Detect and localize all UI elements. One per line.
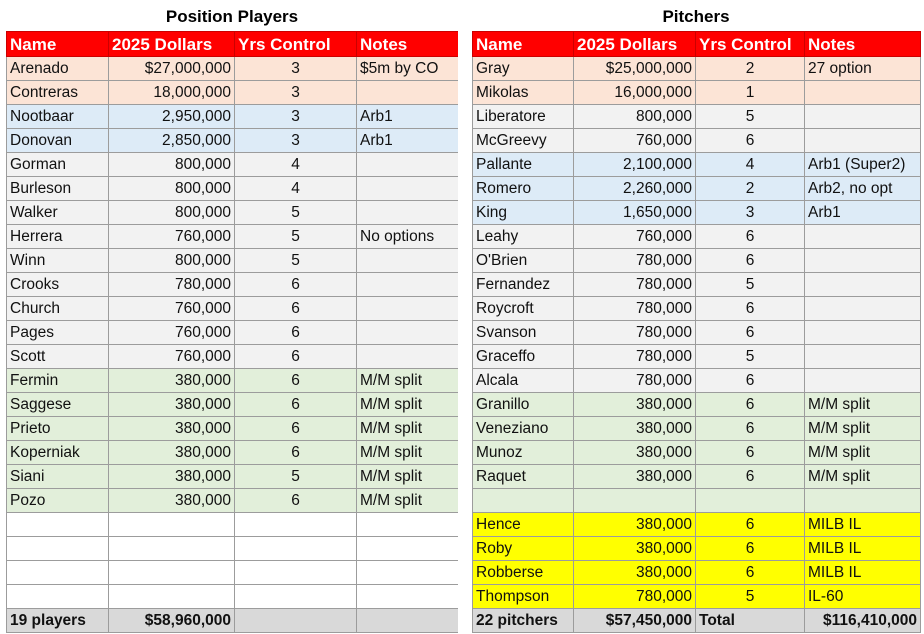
table-row	[473, 273, 921, 297]
totals-row	[7, 609, 459, 633]
name-cell[interactable]: Svanson	[473, 321, 574, 345]
yrs-control-cell[interactable]: 6	[235, 273, 357, 297]
yrs-control-cell[interactable]: 5	[235, 225, 357, 249]
name-cell[interactable]: Herrera	[7, 225, 109, 249]
yrs-control-cell[interactable]: 6	[696, 129, 805, 153]
dollars-cell[interactable]: 1,650,000	[574, 201, 696, 225]
notes-cell[interactable]	[357, 561, 459, 585]
header-name: Name	[7, 32, 109, 57]
table-row	[473, 465, 921, 489]
yrs-control-cell[interactable]: 6	[696, 225, 805, 249]
notes-cell[interactable]	[357, 273, 459, 297]
table-row	[473, 249, 921, 273]
yrs-control-cell[interactable]: 6	[696, 321, 805, 345]
table-row	[473, 585, 921, 609]
name-cell[interactable]: Romero	[473, 177, 574, 201]
name-cell[interactable]: Prieto	[7, 417, 109, 441]
header-yrs-control: Yrs Control	[696, 32, 805, 57]
name-cell[interactable]: McGreevy	[473, 129, 574, 153]
table-row	[7, 321, 459, 345]
table-row	[473, 225, 921, 249]
table-row	[7, 249, 459, 273]
table-row	[473, 393, 921, 417]
table-row	[7, 537, 459, 561]
pitchers-title: Pitchers	[662, 7, 730, 26]
dollars-cell[interactable]: 780,000	[574, 345, 696, 369]
notes-cell[interactable]	[805, 489, 921, 513]
table-row	[7, 585, 459, 609]
header-dollars: 2025 Dollars	[109, 32, 235, 57]
notes-cell[interactable]: M/M split	[805, 393, 921, 417]
name-cell[interactable]: Graceffo	[473, 345, 574, 369]
notes-cell[interactable]	[357, 81, 459, 105]
table-row	[7, 561, 459, 585]
notes-cell[interactable]	[805, 369, 921, 393]
name-cell[interactable]	[7, 561, 109, 585]
table-row	[473, 345, 921, 369]
dollars-cell[interactable]: 380,000	[574, 393, 696, 417]
notes-cell[interactable]: M/M split	[805, 417, 921, 441]
notes-cell[interactable]	[805, 297, 921, 321]
name-cell[interactable]	[7, 585, 109, 609]
table-row	[473, 57, 921, 81]
dollars-cell[interactable]: $27,000,000	[109, 57, 235, 81]
dollars-cell[interactable]: 760,000	[109, 297, 235, 321]
name-cell[interactable]: Roycroft	[473, 297, 574, 321]
table-row	[7, 81, 459, 105]
dollars-cell[interactable]: 780,000	[574, 585, 696, 609]
table-row	[7, 465, 459, 489]
dollars-cell[interactable]: 380,000	[574, 441, 696, 465]
notes-cell[interactable]	[805, 81, 921, 105]
notes-cell[interactable]	[357, 153, 459, 177]
dollars-cell[interactable]: 380,000	[574, 417, 696, 441]
header-dollars: 2025 Dollars	[574, 32, 696, 57]
notes-cell[interactable]	[357, 321, 459, 345]
notes-cell[interactable]	[357, 297, 459, 321]
table-row	[473, 369, 921, 393]
name-cell[interactable]: Scott	[7, 345, 109, 369]
yrs-control-cell[interactable]: 6	[235, 441, 357, 465]
table-row	[7, 369, 459, 393]
table-row	[473, 417, 921, 441]
yrs-control-cell[interactable]: 6	[696, 369, 805, 393]
table-row	[473, 153, 921, 177]
notes-cell[interactable]	[357, 177, 459, 201]
players-total-dollars-cell[interactable]: $58,960,000	[109, 609, 235, 633]
dollars-cell[interactable]: 760,000	[109, 225, 235, 249]
table-row	[7, 393, 459, 417]
table-row	[473, 177, 921, 201]
empty-total-cell[interactable]	[357, 609, 459, 633]
notes-cell[interactable]: M/M split	[357, 489, 459, 513]
name-cell[interactable]: Liberatore	[473, 105, 574, 129]
notes-cell[interactable]: M/M split	[805, 465, 921, 489]
name-cell[interactable]: O'Brien	[473, 249, 574, 273]
yrs-control-cell[interactable]: 3	[696, 201, 805, 225]
dollars-cell[interactable]: 380,000	[109, 393, 235, 417]
table-row	[473, 537, 921, 561]
notes-cell[interactable]	[805, 345, 921, 369]
yrs-control-cell[interactable]: 5	[696, 585, 805, 609]
name-cell[interactable]: Siani	[7, 465, 109, 489]
header-notes: Notes	[805, 32, 921, 57]
dollars-cell[interactable]: 380,000	[574, 465, 696, 489]
table-row	[473, 321, 921, 345]
dollars-cell[interactable]: 380,000	[109, 417, 235, 441]
notes-cell[interactable]: Arb1	[805, 201, 921, 225]
notes-cell[interactable]: M/M split	[357, 393, 459, 417]
table-row	[7, 177, 459, 201]
name-cell[interactable]: Gray	[473, 57, 574, 81]
name-cell[interactable]	[7, 537, 109, 561]
dollars-cell[interactable]: 380,000	[109, 369, 235, 393]
yrs-control-cell[interactable]: 3	[235, 81, 357, 105]
dollars-cell[interactable]	[109, 537, 235, 561]
name-cell[interactable]: Pozo	[7, 489, 109, 513]
name-cell[interactable]: Granillo	[473, 393, 574, 417]
yrs-control-cell[interactable]: 3	[235, 57, 357, 81]
notes-cell[interactable]	[805, 225, 921, 249]
dollars-cell[interactable]: 380,000	[574, 537, 696, 561]
yrs-control-cell[interactable]	[235, 585, 357, 609]
notes-cell[interactable]: M/M split	[805, 441, 921, 465]
table-row	[7, 297, 459, 321]
notes-cell[interactable]: $5m by CO	[357, 57, 459, 81]
table-row	[7, 105, 459, 129]
table-row	[7, 201, 459, 225]
notes-cell[interactable]	[805, 129, 921, 153]
name-cell[interactable]	[473, 489, 574, 513]
table-row	[473, 297, 921, 321]
header-row	[473, 32, 921, 57]
header-name: Name	[473, 32, 574, 57]
name-cell[interactable]: Pages	[7, 321, 109, 345]
name-cell[interactable]	[7, 513, 109, 537]
notes-cell[interactable]	[805, 105, 921, 129]
table-row	[473, 81, 921, 105]
dollars-cell[interactable]: $25,000,000	[574, 57, 696, 81]
dollars-cell[interactable]: 2,100,000	[574, 153, 696, 177]
dollars-cell[interactable]: 780,000	[574, 273, 696, 297]
yrs-control-cell[interactable]: 3	[235, 129, 357, 153]
dollars-cell[interactable]	[574, 489, 696, 513]
dollars-cell[interactable]	[109, 561, 235, 585]
yrs-control-cell[interactable]: 6	[696, 561, 805, 585]
name-cell[interactable]: Burleson	[7, 177, 109, 201]
yrs-control-cell[interactable]: 2	[696, 57, 805, 81]
notes-cell[interactable]	[805, 321, 921, 345]
name-cell[interactable]: Donovan	[7, 129, 109, 153]
notes-cell[interactable]: M/M split	[357, 441, 459, 465]
dollars-cell[interactable]: 800,000	[109, 201, 235, 225]
dollars-cell[interactable]: 380,000	[109, 441, 235, 465]
table-row	[473, 105, 921, 129]
yrs-control-cell[interactable]: 2	[696, 177, 805, 201]
dollars-cell[interactable]: 760,000	[109, 345, 235, 369]
totals-row	[473, 609, 921, 633]
name-cell[interactable]: Saggese	[7, 393, 109, 417]
table-row	[473, 129, 921, 153]
notes-cell[interactable]: 27 option	[805, 57, 921, 81]
yrs-control-cell[interactable]: 6	[696, 249, 805, 273]
dollars-cell[interactable]: 800,000	[109, 177, 235, 201]
table-row	[7, 273, 459, 297]
dollars-cell[interactable]: 18,000,000	[109, 81, 235, 105]
table-row	[7, 225, 459, 249]
notes-cell[interactable]: M/M split	[357, 369, 459, 393]
name-cell[interactable]: King	[473, 201, 574, 225]
yrs-control-cell[interactable]: 6	[235, 369, 357, 393]
dollars-cell[interactable]: 16,000,000	[574, 81, 696, 105]
name-cell[interactable]: Thompson	[473, 585, 574, 609]
dollars-cell[interactable]: 380,000	[109, 465, 235, 489]
notes-cell[interactable]: Arb2, no opt	[805, 177, 921, 201]
notes-cell[interactable]: No options	[357, 225, 459, 249]
position-players-title: Position Players	[165, 7, 299, 26]
empty-total-cell[interactable]	[235, 609, 357, 633]
table-row	[473, 441, 921, 465]
notes-cell[interactable]	[357, 585, 459, 609]
notes-cell[interactable]: IL-60	[805, 585, 921, 609]
name-cell[interactable]: Veneziano	[473, 417, 574, 441]
yrs-control-cell[interactable]: 6	[696, 465, 805, 489]
name-cell[interactable]: Roby	[473, 537, 574, 561]
yrs-control-cell[interactable]: 6	[235, 345, 357, 369]
notes-cell[interactable]: Arb1 (Super2)	[805, 153, 921, 177]
yrs-control-cell[interactable]: 4	[235, 153, 357, 177]
dollars-cell[interactable]: 780,000	[574, 321, 696, 345]
position-players-table	[6, 31, 459, 633]
notes-cell[interactable]: M/M split	[357, 465, 459, 489]
name-cell[interactable]: Winn	[7, 249, 109, 273]
yrs-control-cell[interactable]: 6	[696, 297, 805, 321]
yrs-control-cell[interactable]: 6	[696, 417, 805, 441]
table-row	[473, 489, 921, 513]
notes-cell[interactable]	[357, 345, 459, 369]
header-row	[7, 32, 459, 57]
yrs-control-cell[interactable]: 5	[696, 345, 805, 369]
pitchers-count-cell[interactable]: 22 pitchers	[473, 609, 574, 633]
dollars-cell[interactable]	[109, 513, 235, 537]
notes-cell[interactable]: Arb1	[357, 129, 459, 153]
dollars-cell[interactable]: 2,850,000	[109, 129, 235, 153]
pitchers-total-dollars-cell[interactable]: $57,450,000	[574, 609, 696, 633]
name-cell[interactable]: Fermin	[7, 369, 109, 393]
name-cell[interactable]: Robberse	[473, 561, 574, 585]
notes-cell[interactable]: MILB IL	[805, 513, 921, 537]
dollars-cell[interactable]: 800,000	[574, 105, 696, 129]
yrs-control-cell[interactable]: 5	[235, 249, 357, 273]
name-cell[interactable]: Church	[7, 297, 109, 321]
table-row	[473, 513, 921, 537]
table-row	[7, 417, 459, 441]
name-cell[interactable]: Pallante	[473, 153, 574, 177]
dollars-cell[interactable]: 380,000	[109, 489, 235, 513]
yrs-control-cell[interactable]: 6	[235, 417, 357, 441]
dollars-cell[interactable]: 800,000	[109, 153, 235, 177]
dollars-cell[interactable]: 2,950,000	[109, 105, 235, 129]
dollars-cell[interactable]: 780,000	[574, 249, 696, 273]
name-cell[interactable]: Koperniak	[7, 441, 109, 465]
table-row	[7, 345, 459, 369]
notes-cell[interactable]	[357, 513, 459, 537]
table-row	[473, 201, 921, 225]
total-label-cell[interactable]: Total	[696, 609, 805, 633]
yrs-control-cell[interactable]	[696, 489, 805, 513]
yrs-control-cell[interactable]: 6	[696, 441, 805, 465]
name-cell[interactable]: Leahy	[473, 225, 574, 249]
name-cell[interactable]: Gorman	[7, 153, 109, 177]
name-cell[interactable]: Alcala	[473, 369, 574, 393]
notes-cell[interactable]	[805, 249, 921, 273]
notes-cell[interactable]	[357, 537, 459, 561]
name-cell[interactable]: Munoz	[473, 441, 574, 465]
yrs-control-cell[interactable]: 6	[696, 513, 805, 537]
yrs-control-cell[interactable]: 5	[696, 273, 805, 297]
grand-total-dollars-cell[interactable]: $116,410,000	[805, 609, 921, 633]
dollars-cell[interactable]: 780,000	[574, 297, 696, 321]
name-cell[interactable]: Crooks	[7, 273, 109, 297]
yrs-control-cell[interactable]: 6	[235, 321, 357, 345]
players-count-cell[interactable]: 19 players	[7, 609, 109, 633]
yrs-control-cell[interactable]	[235, 561, 357, 585]
yrs-control-cell[interactable]: 1	[696, 81, 805, 105]
table-row	[473, 561, 921, 585]
notes-cell[interactable]	[805, 273, 921, 297]
notes-cell[interactable]: MILB IL	[805, 537, 921, 561]
dollars-cell[interactable]: 760,000	[574, 225, 696, 249]
dollars-cell[interactable]: 380,000	[574, 513, 696, 537]
notes-cell[interactable]	[357, 249, 459, 273]
name-cell[interactable]: Hence	[473, 513, 574, 537]
dollars-cell[interactable]: 760,000	[109, 321, 235, 345]
yrs-control-cell[interactable]: 6	[696, 537, 805, 561]
yrs-control-cell[interactable]: 5	[235, 201, 357, 225]
dollars-cell[interactable]: 800,000	[109, 249, 235, 273]
name-cell[interactable]: Mikolas	[473, 81, 574, 105]
pitchers-table	[472, 31, 921, 633]
column-gap	[458, 0, 470, 634]
name-cell[interactable]: Raquet	[473, 465, 574, 489]
table-row	[7, 489, 459, 513]
header-notes: Notes	[357, 32, 459, 57]
dollars-cell[interactable]: 380,000	[574, 561, 696, 585]
yrs-control-cell[interactable]	[235, 537, 357, 561]
table-row	[7, 57, 459, 81]
table-row	[7, 153, 459, 177]
notes-cell[interactable]: M/M split	[357, 417, 459, 441]
yrs-control-cell[interactable]: 6	[235, 393, 357, 417]
name-cell[interactable]: Nootbaar	[7, 105, 109, 129]
dollars-cell[interactable]: 780,000	[574, 369, 696, 393]
yrs-control-cell[interactable]: 3	[235, 105, 357, 129]
yrs-control-cell[interactable]: 6	[235, 297, 357, 321]
notes-cell[interactable]	[357, 201, 459, 225]
yrs-control-cell[interactable]: 6	[696, 393, 805, 417]
dollars-cell[interactable]	[109, 585, 235, 609]
notes-cell[interactable]: Arb1	[357, 105, 459, 129]
name-cell[interactable]: Fernandez	[473, 273, 574, 297]
notes-cell[interactable]: MILB IL	[805, 561, 921, 585]
name-cell[interactable]: Contreras	[7, 81, 109, 105]
yrs-control-cell[interactable]: 6	[235, 489, 357, 513]
yrs-control-cell[interactable]: 5	[696, 105, 805, 129]
dollars-cell[interactable]: 780,000	[109, 273, 235, 297]
yrs-control-cell[interactable]: 4	[235, 177, 357, 201]
name-cell[interactable]: Walker	[7, 201, 109, 225]
yrs-control-cell[interactable]: 4	[696, 153, 805, 177]
yrs-control-cell[interactable]: 5	[235, 465, 357, 489]
dollars-cell[interactable]: 760,000	[574, 129, 696, 153]
dollars-cell[interactable]: 2,260,000	[574, 177, 696, 201]
name-cell[interactable]: Arenado	[7, 57, 109, 81]
yrs-control-cell[interactable]	[235, 513, 357, 537]
header-yrs-control: Yrs Control	[235, 32, 357, 57]
table-row	[7, 441, 459, 465]
table-row	[7, 513, 459, 537]
table-row	[7, 129, 459, 153]
